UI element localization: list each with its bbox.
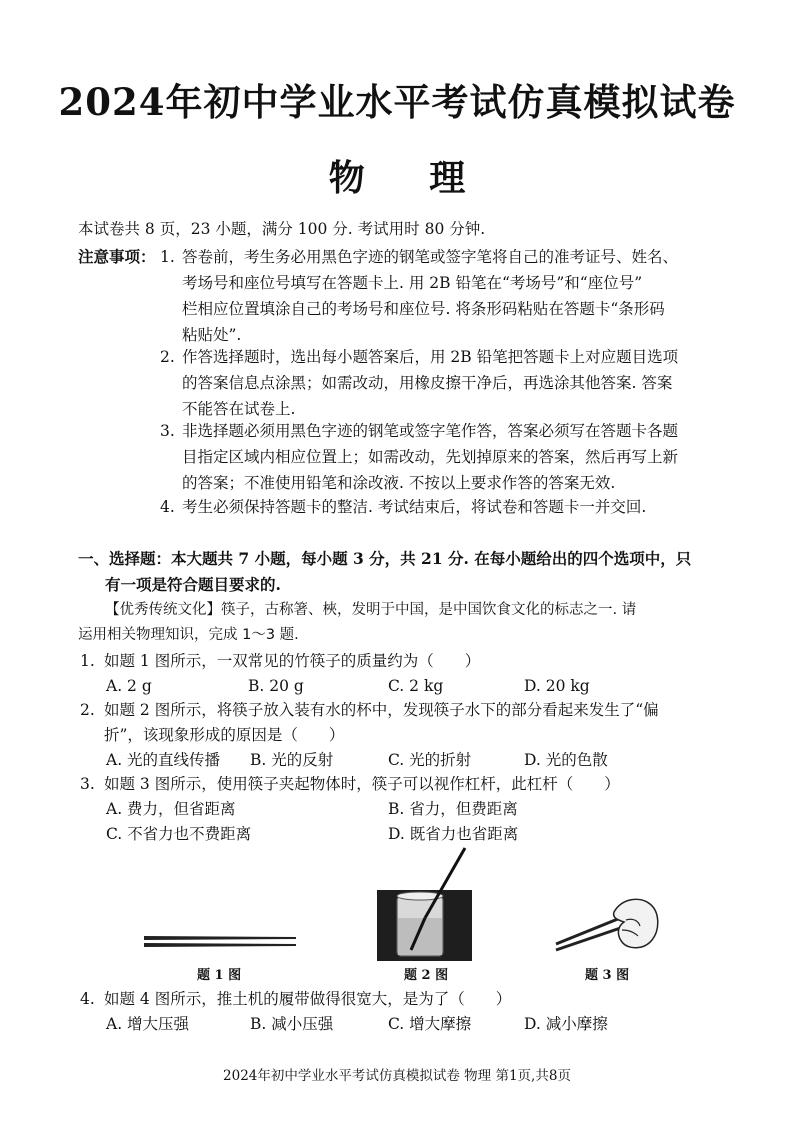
option-c: C. 不省力也不费距离: [106, 825, 252, 843]
option-c: C. 2 kg: [388, 677, 444, 695]
subject-title: 物 理: [328, 157, 466, 199]
question-stem: 如题 3 图所示，使用筷子夹起物体时，筷子可以视作杠杆，此杠杆（ ）: [104, 775, 620, 793]
option-d: D. 光的色散: [524, 751, 608, 769]
note-line: 栏相应位置填涂自己的考场号和座位号. 将条形码粘贴在答题卡“条形码: [182, 300, 665, 318]
figure-3-caption: 题 3 图: [585, 968, 630, 983]
note-line: 答卷前，考生务必用黑色字迹的钢笔或签字笔将自己的准考证号、姓名、: [182, 248, 679, 266]
option-a: A. 费力，但省距离: [106, 800, 236, 818]
option-c: C. 光的折射: [388, 751, 472, 769]
note-line: 不能答在试卷上.: [182, 400, 296, 418]
context-paragraph-cont: 运用相关物理知识，完成 1～3 题.: [78, 627, 299, 643]
note-line: 非选择题必须用黑色字迹的钢笔或签字笔作答，答案必须写在答题卡各题: [182, 422, 679, 440]
figure-1-caption: 题 1 图: [197, 968, 242, 983]
question-stem: 如题 2 图所示，将筷子放入装有水的杯中，发现筷子水下的部分看起来发生了“偏: [104, 701, 659, 719]
note-line: 目指定区域内相应位置上；如需改动，先划掉原来的答案，然后再写上新: [182, 448, 679, 466]
option-a: A. 增大压强: [106, 1015, 190, 1033]
question-number: 2.: [80, 701, 95, 719]
question-number: 1.: [80, 652, 95, 670]
question-number: 4.: [80, 990, 95, 1008]
option-c: C. 增大摩擦: [388, 1015, 472, 1033]
figure-2-caption: 题 2 图: [404, 968, 449, 983]
option-d: D. 20 kg: [524, 677, 590, 695]
section-heading-cont: 有一项是符合题目要求的.: [105, 575, 281, 594]
note-line: 的答案；不准使用铅笔和涂改液. 不按以上要求作答的答案无效.: [182, 474, 616, 492]
note-line: 粘贴处”.: [182, 326, 242, 344]
note-number: 1.: [160, 248, 175, 266]
option-d: D. 减小摩擦: [524, 1015, 608, 1033]
option-b: B. 20 g: [248, 677, 304, 695]
note-line: 考场号和座位号填写在答题卡上. 用 2B 铅笔在“考场号”和“座位号”: [182, 274, 643, 292]
exam-title: 2024年初中学业水平考试仿真模拟试卷: [58, 80, 736, 124]
note-line: 作答选择题时，选出每小题答案后，用 2B 铅笔把答题卡上对应题目选项: [182, 348, 679, 366]
exam-intro: 本试卷共 8 页，23 小题，满分 100 分. 考试用时 80 分钟.: [78, 220, 486, 238]
question-stem: 如题 4 图所示，推土机的履带做得很宽大，是为了（ ）: [104, 990, 512, 1008]
context-paragraph: 【优秀传统文化】筷子，古称箸、梜，发明于中国，是中国饮食文化的标志之一. 请: [105, 602, 637, 618]
note-number: 3.: [160, 422, 175, 440]
figure-1-chopsticks: [140, 925, 300, 955]
note-line: 的答案信息点涂黑；如需改动，用橡皮擦干净后，再选涂其他答案. 答案: [182, 374, 673, 392]
option-a: A. 光的直线传播: [106, 751, 221, 769]
note-number: 2.: [160, 348, 175, 366]
question-number: 3.: [80, 775, 95, 793]
option-a: A. 2 g: [106, 677, 152, 695]
question-stem-cont: 折”，该现象形成的原因是（ ）: [104, 726, 345, 744]
option-d: D. 既省力也省距离: [388, 825, 519, 843]
note-line: 考生必须保持答题卡的整洁. 考试结束后，将试卷和答题卡一并交回.: [182, 498, 647, 516]
figure-2-glass-with-chopstick: [377, 846, 472, 961]
option-b: B. 省力，但费距离: [388, 800, 518, 818]
notes-label: 注意事项：: [78, 247, 156, 266]
option-b: B. 光的反射: [250, 751, 334, 769]
question-stem: 如题 1 图所示，一双常见的竹筷子的质量约为（ ）: [104, 652, 481, 670]
note-number: 4.: [160, 498, 175, 516]
page-footer: 2024年初中学业水平考试仿真模拟试卷 物理 第1页,共8页: [223, 1068, 571, 1084]
option-b: B. 减小压强: [250, 1015, 334, 1033]
figure-3-hand-with-chopsticks: [552, 890, 664, 958]
section-heading: 一、选择题：本大题共 7 小题，每小题 3 分，共 21 分. 在每小题给出的四个选项中，只: [78, 549, 692, 568]
